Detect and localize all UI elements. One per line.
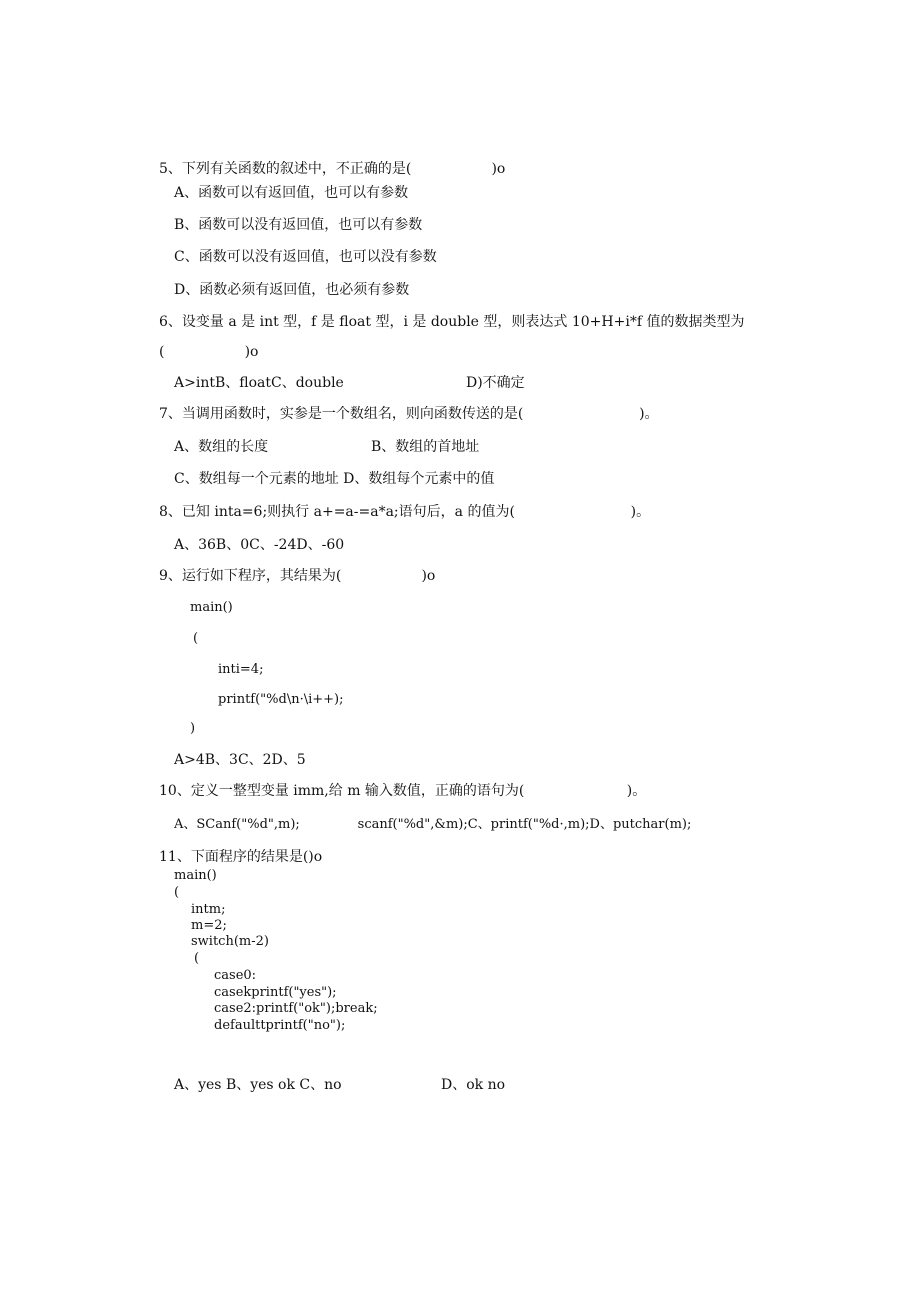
- q11-code-line: case2:printf("ok");break;: [214, 1001, 378, 1016]
- q5-option-d: D、函数必须有返回值，也必须有参数: [174, 282, 410, 298]
- q7-options-cd: C、数组每一个元素的地址 D、数组每个元素中的值: [174, 471, 495, 487]
- q10-options: A、SCanf("%d",m); scanf("%d",&m);C、printf("%d·,m);D、putchar(m);: [174, 817, 692, 832]
- q11-options: A、yes B、yes ok C、no: [174, 1077, 342, 1093]
- q6-stem: 6、设变量 a 是 int 型，f 是 float 型，i 是 double 型，则表达式 10+H+i*f 值的数据类型为: [159, 314, 745, 330]
- q9-code-line: (: [193, 631, 199, 646]
- q11-code-line: (: [174, 885, 180, 900]
- q9-code-line: main(): [190, 600, 233, 615]
- q10-stem: 10、定义一整型变量 imm,给 m 输入数值，正确的语句为( )。: [159, 783, 647, 799]
- q5-option-c: C、函数可以没有返回值，也可以没有参数: [174, 249, 437, 265]
- q11-code-line: intm;: [191, 902, 226, 917]
- q9-options: A>4B、3C、2D、5: [174, 752, 306, 768]
- q5-option-b: B、函数可以没有返回值，也可以有参数: [174, 217, 423, 233]
- q11-code-line: casekprintf("yes");: [214, 985, 337, 1000]
- q11-code-line: case0:: [214, 968, 257, 983]
- q7-option-a: A、数组的长度: [174, 439, 269, 455]
- q9-code-line: printf("%d\n·\i++);: [218, 692, 344, 707]
- q11-stem: 11、下面程序的结果是()o: [159, 849, 323, 865]
- q9-code-line: inti=4;: [218, 662, 264, 677]
- q9-stem: 9、运行如下程序，其结果为( )o: [159, 568, 436, 584]
- q11-code-line: switch(m-2): [191, 934, 269, 949]
- q5-stem: 5、下列有关函数的叙述中，不正确的是( )o: [159, 161, 506, 177]
- q11-code-line: m=2;: [191, 918, 227, 933]
- q8-options: A、36B、0C、-24D、-60: [174, 537, 345, 553]
- q7-option-b: B、数组的首地址: [371, 439, 480, 455]
- q9-code-line: ): [190, 721, 196, 736]
- q6-stem-continued: ( )o: [159, 344, 259, 360]
- q6-options: A>intB、floatC、double: [174, 375, 344, 391]
- q11-code-line: main(): [174, 868, 217, 883]
- q11-code-line: defaulttprintf("no");: [214, 1018, 346, 1033]
- q5-option-a: A、函数可以有返回值，也可以有参数: [174, 185, 409, 201]
- q8-stem: 8、已知 inta=6;则执行 a+=a-=a*a;语句后，a 的值为( )。: [159, 504, 651, 520]
- q11-option-d: D、ok no: [441, 1077, 506, 1093]
- q11-code-line: (: [194, 951, 200, 966]
- q6-option-d: D)不确定: [466, 375, 525, 391]
- q7-stem: 7、当调用函数时，实参是一个数组名，则向函数传送的是( )。: [159, 406, 659, 422]
